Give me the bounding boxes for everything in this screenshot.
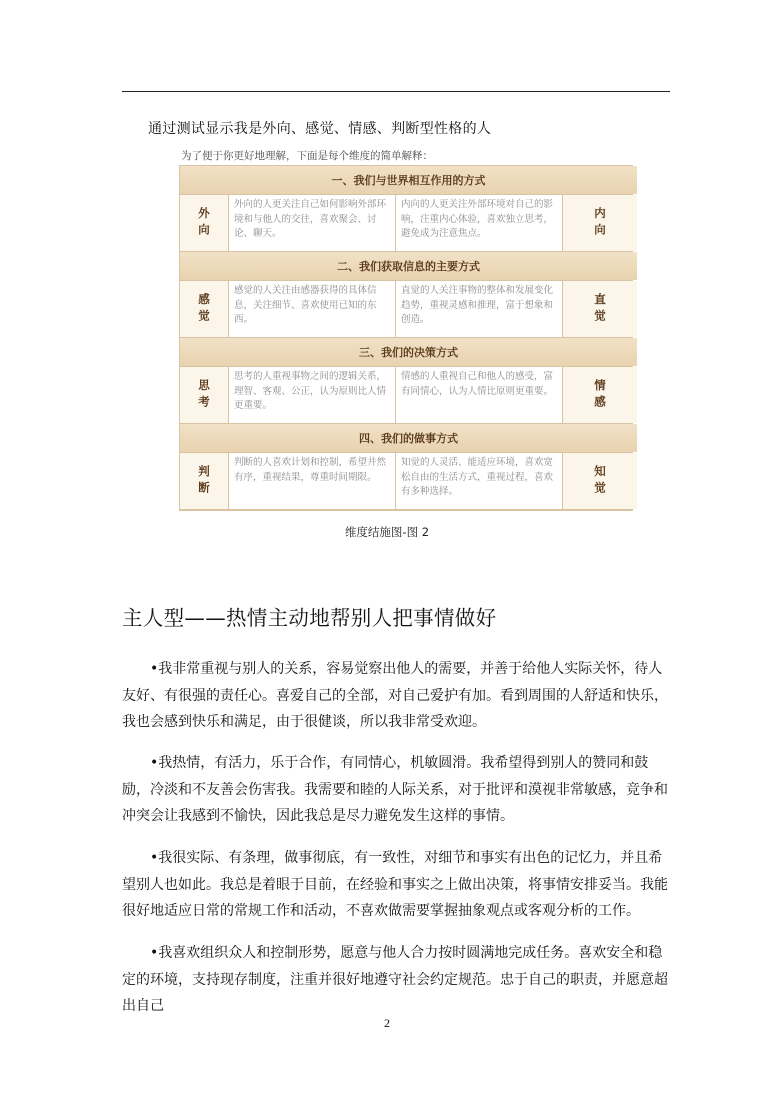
paragraph: •我非常重视与别人的关系，容易觉察出他人的需要，并善于给他人实际关怀，待人友好、有很强的责任心。喜爱自己的全部，对自己爱护有加。看到周围的人舒适和快乐，我也会感到快乐和满足，由于很健谈，所以我非常受欢迎。 bbox=[122, 661, 668, 730]
right-desc: 直觉的人关注事物的整体和发展变化趋势，重视灵感和推理，富于想象和创造。 bbox=[396, 281, 562, 337]
left-label: 判断 bbox=[180, 453, 228, 509]
left-desc: 外向的人更关注自己如何影响外部环境和与他人的交往，喜欢聚会、讨论、聊天。 bbox=[229, 195, 395, 251]
dimension-table bbox=[179, 165, 633, 511]
right-desc: 内向的人更关注外部环境对自己的影响，注重内心体验，喜欢独立思考，避免成为注意焦点。 bbox=[396, 195, 562, 251]
left-label: 感觉 bbox=[180, 281, 228, 337]
right-label: 直觉 bbox=[563, 281, 637, 337]
section-title: 四、我们的做事方式 bbox=[180, 424, 637, 452]
left-label: 思考 bbox=[180, 367, 228, 423]
page-header-rule bbox=[122, 91, 670, 92]
section-title: 三、我们的决策方式 bbox=[180, 338, 637, 366]
figure-intro: 为了便于你更好地理解，下面是每个维度的简单解释： bbox=[181, 150, 433, 162]
left-desc: 判断的人喜欢计划和控制，希望井然有序，重视结果，尊重时间期限。 bbox=[229, 453, 395, 509]
page-number: 2 bbox=[384, 1016, 390, 1030]
left-desc: 感觉的人关注由感器获得的具体信息，关注细节、喜欢使用已知的东西。 bbox=[229, 281, 395, 337]
left-label: 外向 bbox=[180, 195, 228, 251]
right-desc: 知觉的人灵活、能适应环境，喜欢宽松自由的生活方式，重视过程，喜欢有多种选择。 bbox=[396, 453, 562, 509]
figure-caption: 维度结施图-图 2 bbox=[344, 525, 430, 539]
left-desc: 思考的人重视事物之间的逻辑关系，理智、客观、公正，认为原则比人情更重要。 bbox=[229, 367, 395, 423]
right-label: 内向 bbox=[563, 195, 637, 251]
right-label: 情感 bbox=[563, 367, 637, 423]
section-heading: 主人型——热情主动地帮别人把事情做好 bbox=[122, 606, 497, 630]
section-title: 一、我们与世界相互作用的方式 bbox=[180, 166, 637, 194]
section-title: 二、我们获取信息的主要方式 bbox=[180, 252, 637, 280]
intro-text: 通过测试显示我是外向、感觉、情感、判断型性格的人 bbox=[148, 121, 492, 137]
dimension-figure bbox=[179, 147, 633, 511]
right-label: 知觉 bbox=[563, 453, 637, 509]
right-desc: 情感的人重视自己和他人的感受，富有同情心，认为人情比原则更重要。 bbox=[396, 367, 562, 423]
paragraph: •我喜欢组织众人和控制形势，愿意与他人合力按时圆满地完成任务。喜欢安全和稳定的环境，支持现存制度，注重并很好地遵守社会约定规范。忠于自己的职责，并愿意超出自己 bbox=[122, 945, 668, 1014]
paragraph: •我热情，有活力，乐于合作，有同情心，机敏圆滑。我希望得到别人的赞同和鼓励，冷淡和不友善会伤害我。我需要和睦的人际关系，对于批评和漠视非常敏感，竞争和冲突会让我感到不愉快，因此我总是尽力避免发生这样的事情。 bbox=[122, 755, 668, 824]
paragraph: •我很实际、有条理，做事彻底，有一致性，对细节和事实有出色的记忆力，并且希望别人也如此。我总是着眼于目前，在经验和事实之上做出决策，将事情安排妥当。我能很好地适应日常的常规工作和活动，不喜欢做需要掌握抽象观点或客观分析的工作。 bbox=[122, 850, 668, 919]
